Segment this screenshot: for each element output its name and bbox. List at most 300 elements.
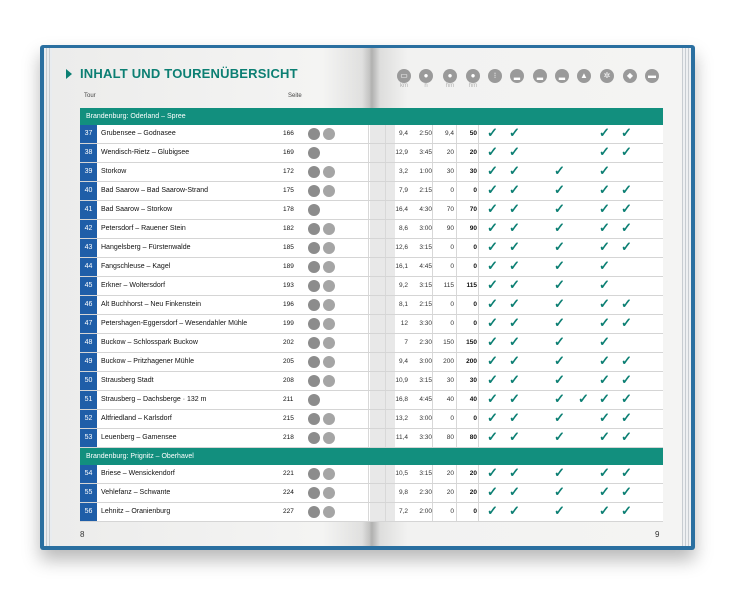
table-row[interactable] [80, 484, 663, 503]
page-number: 208 [283, 377, 294, 384]
time-value: 4:45 [419, 396, 432, 403]
tour-name: Strausberg – Dachsberge · 132 m [101, 396, 207, 403]
walker-icon [308, 487, 320, 499]
page-number: 221 [283, 470, 294, 477]
cell-divider [478, 239, 479, 257]
page-number: 185 [283, 244, 294, 251]
check-icon: ✓ [509, 163, 520, 178]
page-number: 182 [283, 225, 294, 232]
unit-label: hm [468, 83, 478, 89]
page-edges-right [682, 48, 691, 546]
check-icon: ✓ [487, 465, 498, 480]
walker-icon [308, 506, 320, 518]
tour-number: 40 [80, 182, 97, 200]
table-row[interactable] [80, 182, 663, 201]
info-icon: ▬ [645, 69, 659, 83]
cell-divider [368, 503, 369, 521]
walker-icon [308, 337, 320, 349]
distance-value: 12,9 [395, 149, 408, 156]
cell-divider [368, 125, 369, 143]
tour-name: Altfriedland – Karlsdorf [101, 415, 172, 422]
ascent-value: 70 [446, 206, 454, 213]
unit-label: h [424, 83, 428, 89]
table-row[interactable] [80, 429, 663, 448]
check-icon: ✓ [509, 201, 520, 216]
time-value: 4:45 [419, 263, 432, 270]
distance-value: 16,4 [395, 206, 408, 213]
check-icon: ✓ [554, 410, 565, 425]
walker-icon [308, 394, 320, 406]
tour-number: 38 [80, 144, 97, 162]
time-value: 3:45 [419, 149, 432, 156]
tour-name: Storkow [101, 168, 127, 175]
tour-number: 48 [80, 334, 97, 352]
check-icon: ✓ [509, 353, 520, 368]
terrain-a-icon: ▂ [510, 69, 524, 83]
child-face-icon [323, 185, 335, 197]
descent-value: 20 [469, 149, 477, 156]
time-value: 2:30 [419, 339, 432, 346]
peak-icon: ▲ [577, 69, 591, 83]
table-row[interactable] [80, 315, 663, 334]
time-value: 2:30 [419, 489, 432, 496]
child-face-icon [323, 166, 335, 178]
tour-number: 55 [80, 484, 97, 502]
table-row[interactable] [80, 391, 663, 410]
page-number: 199 [283, 320, 294, 327]
cell-divider [368, 258, 369, 276]
page-number-left: 8 [80, 530, 85, 539]
tour-name: Briese – Wensickendorf [101, 470, 175, 477]
tour-name: Erkner – Woltersdorf [101, 282, 166, 289]
walker-icon [308, 147, 320, 159]
distance-value: 16,1 [395, 263, 408, 270]
check-icon: ✓ [487, 296, 498, 311]
cell-divider [368, 182, 369, 200]
table-row[interactable] [80, 239, 663, 258]
check-icon: ✓ [554, 353, 565, 368]
cell-divider [478, 410, 479, 428]
table-row[interactable] [80, 353, 663, 372]
distance-value: 8,1 [398, 301, 408, 308]
distance-value: 7,9 [398, 187, 408, 194]
tour-name: Wendisch-Rietz – Glubigsee [101, 149, 190, 156]
check-icon: ✓ [599, 334, 610, 349]
section-header: Brandenburg: Prignitz – Oberhavel [80, 448, 663, 465]
tour-number: 51 [80, 391, 97, 409]
distance-value: 8,6 [398, 225, 408, 232]
tour-name: Fangschleuse – Kagel [101, 263, 171, 270]
check-icon: ✓ [554, 220, 565, 235]
col-header-seite: Seite [288, 93, 302, 99]
ascent-value: 0 [450, 301, 454, 308]
check-icon: ✓ [487, 258, 498, 273]
tour-name: Grubensee – Godnasee [101, 130, 176, 137]
tour-number: 37 [80, 125, 97, 143]
check-icon: ✓ [599, 353, 610, 368]
time-value: 2:00 [419, 508, 432, 515]
walker-icon [308, 223, 320, 235]
child-face-icon [323, 375, 335, 387]
check-icon: ✓ [554, 391, 565, 406]
check-icon: ✓ [621, 125, 632, 140]
descent-value: 200 [466, 358, 477, 365]
table-row[interactable] [80, 410, 663, 429]
ascent-value: 0 [450, 187, 454, 194]
cell-divider [478, 429, 479, 447]
check-icon: ✓ [554, 315, 565, 330]
cell-divider [478, 503, 479, 521]
tour-name: Lehnitz – Oranienburg [101, 508, 171, 515]
cell-divider [478, 334, 479, 352]
child-face-icon [323, 506, 335, 518]
check-icon: ✓ [599, 410, 610, 425]
cell-divider [478, 315, 479, 333]
walker-icon [308, 166, 320, 178]
distance-value: 13,2 [395, 415, 408, 422]
tour-name: Petersdorf – Rauener Stein [101, 225, 186, 232]
page-number: 193 [283, 282, 294, 289]
page-number: 189 [283, 263, 294, 270]
walker-icon [308, 413, 320, 425]
walker-icon [308, 468, 320, 480]
cell-divider [368, 353, 369, 371]
distance-value: 10,9 [395, 377, 408, 384]
ascent-value: 0 [450, 263, 454, 270]
page-number: 178 [283, 206, 294, 213]
cell-divider [368, 429, 369, 447]
ascent-value: 30 [446, 168, 454, 175]
page-number: 218 [283, 434, 294, 441]
descent-value: 20 [469, 489, 477, 496]
cell-divider [368, 484, 369, 502]
time-value: 3:00 [419, 225, 432, 232]
descent-value: 0 [473, 320, 477, 327]
cell-divider [368, 163, 369, 181]
ascent-value: 115 [443, 282, 454, 289]
check-icon: ✓ [554, 372, 565, 387]
ascent-value: 20 [446, 470, 454, 477]
check-icon: ✓ [487, 391, 498, 406]
ascent-value: 0 [450, 244, 454, 251]
child-face-icon [323, 432, 335, 444]
check-icon: ✓ [599, 484, 610, 499]
gear-icon: ✲ [600, 69, 614, 83]
check-icon: ✓ [509, 277, 520, 292]
descent-value: 0 [473, 187, 477, 194]
ascent-value: 200 [443, 358, 454, 365]
tour-name: Bad Saarow – Storkow [101, 206, 173, 213]
check-icon: ✓ [487, 125, 498, 140]
child-face-icon [323, 128, 335, 140]
check-icon: ✓ [621, 201, 632, 216]
descent-value: 115 [466, 282, 477, 289]
page-number: 224 [283, 489, 294, 496]
page-number-right: 9 [655, 530, 660, 539]
check-icon: ✓ [599, 296, 610, 311]
page-number: 211 [283, 396, 294, 403]
check-icon: ✓ [509, 144, 520, 159]
check-icon: ✓ [509, 503, 520, 518]
time-value: 2:50 [419, 130, 432, 137]
child-face-icon [323, 487, 335, 499]
walker-icon [308, 204, 320, 216]
check-icon: ✓ [509, 372, 520, 387]
check-icon: ✓ [487, 410, 498, 425]
cell-divider [368, 315, 369, 333]
time-value: 2:15 [419, 301, 432, 308]
check-icon: ✓ [599, 315, 610, 330]
check-icon: ✓ [554, 258, 565, 273]
walker-icon [308, 261, 320, 273]
check-icon: ✓ [487, 144, 498, 159]
tour-name: Bad Saarow – Bad Saarow-Strand [101, 187, 209, 194]
page-title: INHALT UND TOURENÜBERSICHT [80, 66, 298, 81]
terrain-b-icon: ▂ [533, 69, 547, 83]
walker-icon [308, 318, 320, 330]
descent-icon: ● [466, 69, 480, 83]
table-row[interactable] [80, 144, 663, 163]
table-row[interactable] [80, 201, 663, 220]
check-icon: ✓ [599, 277, 610, 292]
table-row[interactable] [80, 125, 663, 144]
table-row[interactable] [80, 503, 663, 522]
cell-divider [478, 220, 479, 238]
walker-icon [308, 375, 320, 387]
check-icon: ✓ [621, 182, 632, 197]
descent-value: 30 [469, 377, 477, 384]
cell-divider [478, 372, 479, 390]
time-value: 3:00 [419, 415, 432, 422]
check-icon: ✓ [621, 296, 632, 311]
child-face-icon [323, 223, 335, 235]
table-row[interactable] [80, 465, 663, 484]
time-value: 2:15 [419, 187, 432, 194]
child-face-icon [323, 413, 335, 425]
cell-divider [368, 220, 369, 238]
tour-number: 52 [80, 410, 97, 428]
cell-divider [368, 277, 369, 295]
check-icon: ✓ [599, 201, 610, 216]
cell-divider [368, 239, 369, 257]
check-icon: ✓ [509, 391, 520, 406]
check-icon: ✓ [554, 239, 565, 254]
cell-divider [478, 277, 479, 295]
check-icon: ✓ [487, 503, 498, 518]
check-icon: ✓ [487, 220, 498, 235]
check-icon: ✓ [621, 372, 632, 387]
descent-value: 30 [469, 168, 477, 175]
cell-divider [368, 296, 369, 314]
check-icon: ✓ [509, 315, 520, 330]
page-number: 169 [283, 149, 294, 156]
child-face-icon [323, 280, 335, 292]
distance-value: 10,5 [395, 470, 408, 477]
table-row[interactable] [80, 296, 663, 315]
tour-number: 54 [80, 465, 97, 483]
check-icon: ✓ [509, 258, 520, 273]
distance-value: 7,2 [398, 508, 408, 515]
check-icon: ✓ [599, 258, 610, 273]
cell-divider [478, 201, 479, 219]
check-icon: ✓ [554, 334, 565, 349]
check-icon: ✓ [487, 484, 498, 499]
cell-divider [478, 484, 479, 502]
ascent-value: 30 [446, 377, 454, 384]
tour-name: Leuenberg – Gamensee [101, 434, 177, 441]
descent-value: 70 [469, 206, 477, 213]
check-icon: ✓ [621, 315, 632, 330]
check-icon: ✓ [599, 144, 610, 159]
tour-number: 44 [80, 258, 97, 276]
page-number: 227 [283, 508, 294, 515]
table-row[interactable] [80, 220, 663, 239]
tour-name: Buckow – Schlosspark Buckow [101, 339, 198, 346]
time-value: 3:15 [419, 282, 432, 289]
check-icon: ✓ [554, 503, 565, 518]
cell-divider [478, 465, 479, 483]
time-value: 1:00 [419, 168, 432, 175]
ascent-value: 0 [450, 415, 454, 422]
walker-icon [308, 185, 320, 197]
page-number: 215 [283, 415, 294, 422]
check-icon: ✓ [599, 465, 610, 480]
time-value: 3:15 [419, 244, 432, 251]
check-icon: ✓ [509, 410, 520, 425]
check-icon: ✓ [599, 429, 610, 444]
descent-value: 0 [473, 508, 477, 515]
distance-icon: ▭ [397, 69, 411, 83]
tour-number: 56 [80, 503, 97, 521]
cell-divider [478, 296, 479, 314]
check-icon: ✓ [509, 334, 520, 349]
cell-divider [368, 201, 369, 219]
distance-value: 9,4 [398, 358, 408, 365]
time-value: 3:15 [419, 470, 432, 477]
table-row[interactable] [80, 163, 663, 182]
tour-number: 46 [80, 296, 97, 314]
check-icon: ✓ [509, 220, 520, 235]
descent-value: 0 [473, 301, 477, 308]
cell-divider [478, 391, 479, 409]
child-face-icon [323, 299, 335, 311]
check-icon: ✓ [487, 163, 498, 178]
check-icon: ✓ [599, 163, 610, 178]
ascent-value: 0 [450, 320, 454, 327]
tour-name: Vehlefanz – Schwante [101, 489, 171, 496]
check-icon: ✓ [487, 239, 498, 254]
table-row[interactable] [80, 372, 663, 391]
check-icon: ✓ [578, 391, 589, 406]
check-icon: ✓ [621, 429, 632, 444]
unit-label: km [400, 83, 408, 89]
page-number: 172 [283, 168, 294, 175]
check-icon: ✓ [487, 372, 498, 387]
cell-divider [368, 372, 369, 390]
table-row[interactable] [80, 258, 663, 277]
page-number: 196 [283, 301, 294, 308]
time-value: 3:30 [419, 434, 432, 441]
cell-divider [368, 334, 369, 352]
cell-divider [478, 144, 479, 162]
check-icon: ✓ [554, 465, 565, 480]
descent-value: 90 [469, 225, 477, 232]
child-face-icon [323, 261, 335, 273]
table-row[interactable] [80, 277, 663, 296]
check-icon: ✓ [509, 465, 520, 480]
check-icon: ✓ [509, 239, 520, 254]
cell-divider [368, 410, 369, 428]
page-number: 166 [283, 130, 294, 137]
ascent-value: 9,4 [444, 130, 454, 137]
walker-icon [308, 242, 320, 254]
check-icon: ✓ [621, 144, 632, 159]
cell-divider [478, 258, 479, 276]
cell-divider [478, 163, 479, 181]
check-icon: ✓ [621, 239, 632, 254]
ascent-value: 80 [446, 434, 454, 441]
cell-divider [368, 465, 369, 483]
time-icon: ● [419, 69, 433, 83]
check-icon: ✓ [554, 277, 565, 292]
distance-value: 9,8 [398, 489, 408, 496]
cell-divider [368, 391, 369, 409]
check-icon: ✓ [599, 182, 610, 197]
descent-value: 40 [469, 396, 477, 403]
page-number: 202 [283, 339, 294, 346]
distance-value: 7 [404, 339, 408, 346]
child-face-icon [323, 468, 335, 480]
distance-value: 16,8 [395, 396, 408, 403]
child-face-icon [323, 337, 335, 349]
table-row[interactable] [80, 334, 663, 353]
check-icon: ✓ [487, 315, 498, 330]
check-icon: ✓ [621, 220, 632, 235]
descent-value: 0 [473, 263, 477, 270]
walker-icon [308, 299, 320, 311]
check-icon: ✓ [487, 277, 498, 292]
time-value: 3:30 [419, 320, 432, 327]
check-icon: ✓ [599, 220, 610, 235]
descent-value: 150 [466, 339, 477, 346]
distance-value: 3,2 [398, 168, 408, 175]
page-edges-left [44, 48, 52, 546]
tour-name: Petershagen-Eggersdorf – Wesendahler Mühle [101, 320, 248, 327]
time-value: 4:30 [419, 206, 432, 213]
cell-divider [478, 125, 479, 143]
check-icon: ✓ [554, 182, 565, 197]
descent-value: 0 [473, 244, 477, 251]
cell-divider [368, 144, 369, 162]
ascent-value: 20 [446, 489, 454, 496]
check-icon: ✓ [509, 182, 520, 197]
ascent-value: 20 [446, 149, 454, 156]
tour-number: 39 [80, 163, 97, 181]
check-icon: ✓ [621, 391, 632, 406]
check-icon: ✓ [554, 296, 565, 311]
walker-icon [308, 356, 320, 368]
distance-value: 12 [400, 320, 408, 327]
distance-value: 11,4 [395, 434, 408, 441]
page-number: 205 [283, 358, 294, 365]
walker-icon [308, 280, 320, 292]
check-icon: ✓ [487, 334, 498, 349]
title-marker-icon [66, 69, 72, 79]
tour-number: 53 [80, 429, 97, 447]
check-icon: ✓ [599, 503, 610, 518]
distance-value: 9,4 [398, 130, 408, 137]
page-number: 175 [283, 187, 294, 194]
